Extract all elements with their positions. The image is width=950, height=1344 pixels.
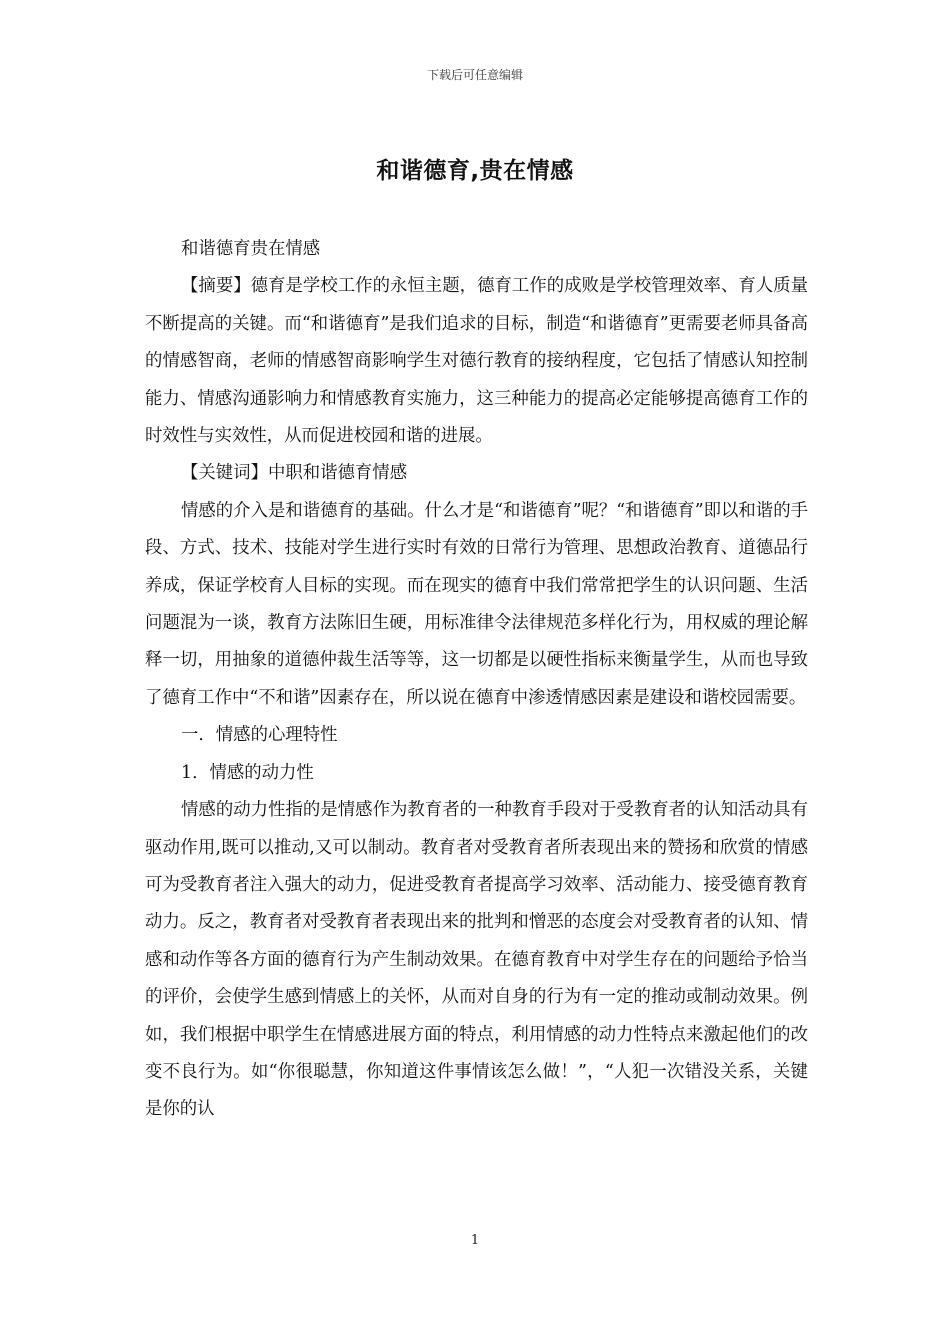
document-body xyxy=(145,231,808,1129)
section-heading-1: 一．情感的心理特性 xyxy=(181,725,338,746)
paragraph-keywords: 【关键词】中职和谐德育情感 xyxy=(181,463,408,484)
paragraph-subtitle: 和谐德育贵在情感 xyxy=(181,239,321,259)
document-title: 和谐德育,贵在情感 xyxy=(376,158,574,184)
subsection-heading-1-1: 1．情感的动力性 xyxy=(181,762,314,783)
header-note: 下载后可任意编辑 xyxy=(426,68,523,82)
page-number: 1 xyxy=(470,1233,480,1248)
paragraph-abstract: 【摘要】德育是学校工作的永恒主题，德育工作的成败是学校管理效率、育人质量不断提高的关键。而“和谐德育”是我们追求的目标，制造“和谐德育”更需要老师具备高的情感智商，老师的情感智商影响学生对德行教育的接纳程度，它包括了情感认知控制能力、情感沟通影响力和情感教育实施力，这三种能力的提高必定能够提高德育工作的时效性与实效性，从而促进校园和谐的进展。 xyxy=(145,276,808,447)
paragraph-dynamics: 情感的动力性指的是情感作为教育者的一种教育手段对于受教育者的认知活动具有驱动作用,既可以推动,又可以制动。教育者对受教育者所表现出来的赞扬和欣赏的情感可为受教育者注入强大的动力，促进受教育者提高学习效率、活动能力、接受德育教育动力。反之，教育者对受教育者表现出来的批判和憎恶的态度会对受教育者的认知、情感和动作等各方面的德育行为产生制动效果。在德育教育中对学生存在的问题给予恰当的评价，会使学生感到情感上的关怀，从而对自身的行为有一定的推动或制动效果。例如，我们根据中职学生在情感进展方面的特点，利用情感的动力性特点来激起他们的改变不良行为。如“你很聪慧，你知道这件事情该怎么做！”，“人犯一次错没关系，关键是你的认 xyxy=(145,800,808,1120)
paragraph-intro: 情感的介入是和谐德育的基础。什么才是“和谐德育”呢？“和谐德育”即以和谐的手段、方式、技术、技能对学生进行实时有效的日常行为管理、思想政治教育、道德品行养成，保证学校育人目标的实现。而在现实的德育中我们常常把学生的认识问题、生活问题混为一谈，教育方法陈旧生硬，用标准律令法律规范多样化行为，用权威的理论解释一切，用抽象的道德仲裁生活等等，这一切都是以硬性指标来衡量学生，从而也导致了德育工作中“不和谐”因素存在，所以说在德育中渗透情感因素是建设和谐校园需要。 xyxy=(145,500,808,708)
